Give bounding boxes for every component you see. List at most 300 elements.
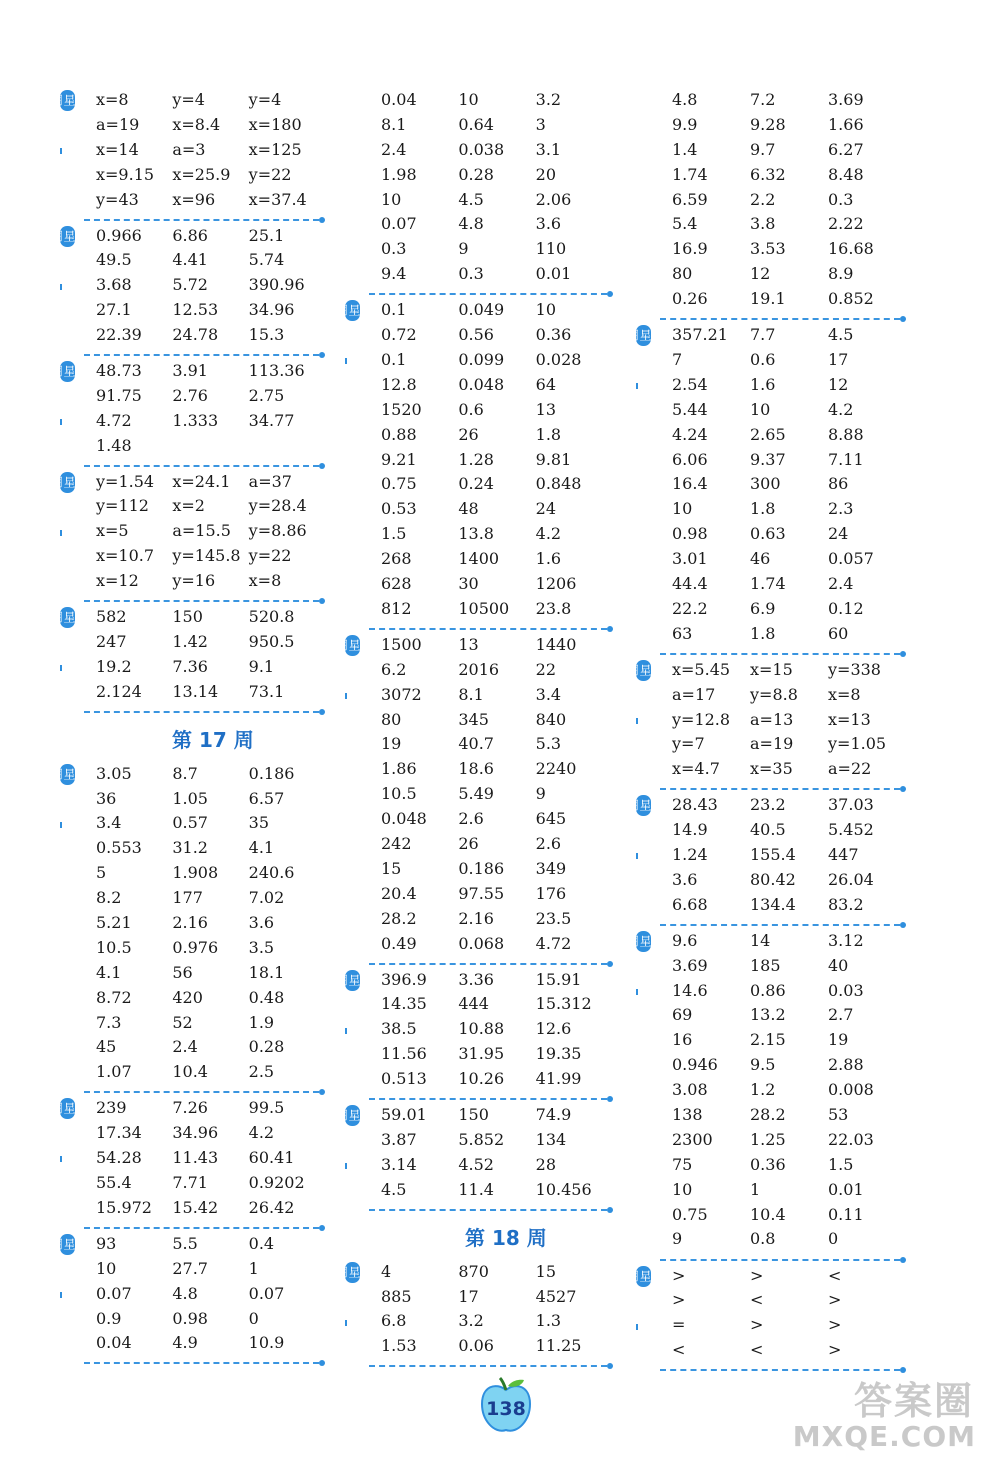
answer-row [381,882,613,907]
answer-row [96,88,325,113]
answer-cell: > [828,1290,842,1310]
answer-cell: 53 [828,1105,849,1125]
answer-cell: 40 [828,955,849,975]
answer-cell: > [750,1315,764,1335]
answer-cell: 31.2 [172,838,208,858]
answer-cell: 12.8 [381,374,417,394]
answer-cell: 6.32 [750,164,786,184]
answer-cell: 6.8 [381,1311,407,1331]
answer-cell: 1.86 [381,759,417,779]
answer-cell: 9 [535,784,546,804]
dashed-divider [369,1365,607,1367]
answer-cell: 19 [381,734,402,754]
answer-row [96,936,325,961]
answer-row [381,1260,613,1285]
answer-row [672,423,906,448]
answer-cell: 1520 [381,399,422,419]
answer-cell: 0.03 [828,980,864,1000]
answer-cell: 0.1 [381,349,407,369]
answer-row [672,88,906,113]
answer-cell: 1.74 [750,574,786,593]
answer-row [672,1003,906,1028]
answer-row [381,572,613,597]
answer-row [96,1035,325,1060]
day-label: 星期三 [60,1234,75,1255]
answer-row [381,633,613,658]
answer-cell: 7.2 [750,90,776,109]
answer-cell: y=7 [672,734,705,754]
answer-cell: 1.908 [172,863,219,883]
answer-cell: 349 [535,858,567,878]
answer-cell: 2.4 [381,139,407,159]
answer-cell: 0.04 [96,1333,132,1353]
answer-row [381,497,613,522]
answer-cell: 0.36 [535,325,572,345]
answer-row [672,929,906,954]
answer-cell: 45 [96,1037,117,1057]
answer-cell: 0.946 [672,1055,718,1075]
answer-cell: 0 [828,1229,839,1249]
answer-cell: 4.8 [458,214,484,234]
answer-cell: y=4 [248,90,282,109]
answer-row [381,1285,613,1310]
answer-cell: 14.9 [672,820,708,840]
answer-cell: 13 [535,399,557,419]
answer-cell: 6.68 [672,894,708,914]
answer-cell: 18.6 [458,759,494,779]
answer-cell: 5.44 [672,399,708,419]
answer-cell: 0.26 [672,289,708,309]
answer-cell: y=22 [248,546,292,566]
answer-cell: 185 [750,955,781,975]
answer-row [381,373,613,398]
answer-cell: 22 [535,659,557,679]
answer-row [672,262,906,287]
dashed-divider [660,924,900,926]
answer-cell: 1.42 [172,631,208,651]
answer-cell: 13.2 [750,1005,786,1025]
answer-row [672,1128,906,1153]
answer-cell: 0.976 [172,937,219,957]
page-number: 138 [486,1398,526,1420]
answer-cell: 4.2 [248,1123,275,1143]
answer-row [381,757,613,782]
answer-row [96,113,325,138]
answer-row [672,1078,906,1103]
answer-cell: 8.7 [172,763,198,783]
answer-cell: 27.1 [96,300,132,320]
answer-cell: y=145.8 [172,546,241,566]
answer-cell: 11.43 [172,1148,219,1168]
answer-cell: 420 [172,987,203,1007]
answer-cell: 24 [828,524,849,544]
answer-cell: 0.06 [458,1336,494,1356]
answer-cell: 83.2 [828,894,864,914]
answer-row [381,212,613,237]
answer-row [381,1178,613,1203]
day-label: 星期四 [60,226,75,247]
dashed-divider [84,711,319,713]
answer-cell: 1.66 [828,114,864,134]
answer-cell [172,434,248,459]
answer-cell: 28.2 [381,908,417,928]
answer-cell: x=25.9 [172,164,231,184]
answer-row [672,597,906,622]
answer-cell: 3.69 [828,90,864,109]
answer-cell: x=8 [828,684,861,704]
answer-row [96,323,325,348]
answer-cell: 1.25 [750,1129,786,1149]
answer-row [672,398,906,423]
answer-cell: 26.42 [248,1197,295,1217]
answer-cell: y=8.8 [750,684,798,704]
answer-cell: 0.75 [672,1204,708,1224]
answer-cell: 16 [672,1030,693,1050]
answer-cell: 10.9 [248,1333,285,1353]
answer-cell: 0.86 [750,980,786,1000]
answer-row [381,298,613,323]
answer-cell: 1.2 [750,1080,776,1100]
answer-row [96,409,325,434]
answer-row [672,1153,906,1178]
answer-cell: 3.1 [535,139,562,159]
answer-cell: 0.53 [381,499,417,519]
answer-row [381,88,613,113]
answer-cell: 10.5 [96,937,132,957]
answer-row [96,470,325,495]
answer-cell: 4.9 [172,1333,198,1353]
answer-cell: 2.5 [248,1062,275,1082]
answer-cell: 10.88 [458,1019,505,1039]
answer-cell: 59.01 [381,1105,427,1125]
answer-cell: 0.63 [750,524,786,544]
answer-row [672,818,906,843]
answer-cell: 0.8 [750,1229,776,1249]
answer-cell: 2.6 [535,834,562,854]
answer-row [672,497,906,522]
answer-row [96,961,325,986]
answer-cell: 3.05 [96,763,132,783]
answer-cell: 1.24 [672,845,708,865]
answer-cell: 0.07 [96,1283,132,1303]
answer-row [381,237,613,262]
answer-cell: 7.26 [172,1098,208,1118]
answer-cell: 0.98 [672,524,708,544]
answer-cell: 26 [458,424,479,444]
answer-cell: 240.6 [248,863,295,883]
answer-cell: 0.008 [828,1080,874,1100]
day-label: 星期五 [636,931,651,952]
answer-cell: 345 [458,709,489,729]
answer-cell: 1 [750,1179,761,1199]
answer-cell: 5.74 [248,250,285,270]
answer-cell: 12.6 [535,1019,572,1039]
answer-cell: 1.74 [672,164,708,184]
answer-cell: 4.72 [96,410,132,430]
answer-row [381,1067,613,1092]
answer-row [672,1313,906,1338]
answer-cell: 34.77 [248,410,295,430]
answer-cell: 2.22 [828,214,864,234]
answer-cell: x=5.45 [672,659,731,679]
answer-cell: 177 [172,888,203,908]
answer-cell: 2.2 [750,189,776,209]
answer-row [96,434,325,459]
answer-cell: 6.06 [672,449,708,469]
answer-cell: 1440 [535,634,577,654]
answer-cell: 1.8 [535,424,562,444]
answer-cell: 1 [248,1258,259,1278]
answer-row [96,680,325,705]
answer-cell: 20.4 [381,883,417,903]
answer-cell: 3 [535,114,546,134]
answer-row [381,1128,613,1153]
answer-cell: 10 [381,189,402,209]
answer-cell: 0.028 [535,349,582,369]
answer-row [672,893,906,918]
answer-cell: y=8.86 [248,521,307,541]
answer-cell: 4 [381,1261,392,1281]
answer-cell: 27.7 [172,1258,208,1278]
answer-cell: 0.513 [381,1069,427,1089]
answer-cell: 19.1 [750,289,786,309]
answer-cell: 44.4 [672,574,708,593]
day-label: 星期一 [345,1262,360,1283]
answer-cell: 6.57 [248,788,285,808]
answer-cell: 0.099 [458,349,505,369]
answer-row [672,1028,906,1053]
watermark-line1: 答案圈 [853,1379,974,1423]
answer-cell: 134.4 [750,894,796,914]
day-label: 星期五 [345,635,360,656]
answer-cell: 4.52 [458,1154,494,1174]
answer-row [96,886,325,911]
answer-row [96,630,325,655]
answer-cell: 4.5 [828,325,854,345]
answer-cell: 17.34 [96,1123,142,1143]
answer-cell: 0.72 [381,325,417,345]
answer-row [672,868,906,893]
answer-cell: 38.5 [381,1019,417,1039]
answer-row [672,287,906,312]
answer-row [381,932,613,957]
answer-row [96,861,325,886]
answer-cell: 7.36 [172,656,208,676]
answer-cell: y=4 [172,90,205,109]
answer-cell: 15.312 [535,994,592,1014]
dashed-divider [660,653,900,655]
dashed-divider [84,354,319,356]
answer-cell: a=3 [172,139,206,159]
answer-cell: 99.5 [248,1098,285,1118]
answer-cell: 0 [248,1308,259,1328]
answer-cell: 0.98 [172,1308,208,1328]
answer-cell: 7.7 [750,325,776,345]
answer-row [672,1227,906,1252]
answer-row [96,811,325,836]
answer-row [96,494,325,519]
answer-cell: 6.27 [828,139,864,159]
answer-cell: 7.11 [828,449,864,469]
answer-cell: 2.4 [172,1037,198,1057]
answer-cell: 1.98 [381,164,417,184]
answer-cell: 1.8 [750,499,776,519]
answer-row [381,857,613,882]
answer-row [381,968,613,993]
answer-cell: 247 [96,631,127,651]
answer-cell: 0.1 [381,300,407,320]
answer-cell: > [828,1315,842,1335]
answer-row [381,708,613,733]
answer-row [381,448,613,473]
answer-cell: 9.81 [535,449,572,469]
answer-cell: 23.2 [750,795,786,815]
answer-cell: 26.04 [828,869,874,889]
answer-cell: 4527 [535,1286,577,1306]
dashed-divider [369,1098,607,1100]
answer-cell: 60.41 [248,1148,295,1168]
answer-cell: 2.7 [828,1005,854,1025]
answer-row [672,658,906,683]
answer-cell: a=15.5 [172,521,231,541]
answer-row [672,212,906,237]
answer-cell: 0.56 [458,325,494,345]
answer-cell: 10.4 [750,1204,786,1224]
answer-row [381,348,613,373]
answer-cell: > [672,1265,686,1285]
answer-cell: 3.14 [381,1154,417,1174]
day-label: 星期三 [636,660,651,681]
answer-cell: 7.3 [96,1012,122,1032]
answer-cell: 7 [672,349,683,369]
answer-cell: 1.333 [172,410,219,430]
answer-cell: 6.86 [172,225,208,245]
answer-cell: 9.6 [672,930,698,950]
answer-row [381,472,613,497]
day-label: 星期二 [60,1098,75,1119]
answer-row [381,992,613,1017]
answer-cell: 86 [828,474,849,494]
answer-row [381,1153,613,1178]
answer-cell: 5.5 [172,1233,198,1253]
answer-cell: 3.36 [458,969,494,989]
answer-row [96,1232,325,1257]
answer-cell [249,434,325,459]
answer-cell: 1.3 [535,1311,562,1331]
answer-row [672,757,906,782]
answer-cell: 0.048 [458,374,505,394]
answer-cell: 52 [172,1012,193,1032]
answer-cell: 5.4 [672,214,698,234]
answer-cell: 13 [458,634,479,654]
answer-cell: 4.1 [96,962,122,982]
answer-row [672,954,906,979]
answer-cell: 0.049 [458,300,505,320]
answer-cell: 24 [535,499,557,519]
answer-cell: 0.9202 [248,1173,305,1193]
answer-cell: a=22 [828,759,872,779]
answer-row [96,1196,325,1221]
answer-cell: 0.6 [458,399,484,419]
answer-cell: 28 [535,1154,557,1174]
answer-cell: 0.3 [458,264,484,284]
answer-cell: 0.07 [381,214,417,234]
answer-row [381,597,613,622]
answer-cell: 35 [248,813,270,833]
answer-cell: 49.5 [96,250,132,270]
answer-cell: 91.75 [96,385,142,405]
answer-cell: 1206 [535,573,577,593]
answer-cell: 0.186 [458,858,505,878]
answer-cell: 520.8 [248,607,295,627]
watermark [792,1370,982,1460]
answer-cell: 0.64 [458,114,494,134]
answer-cell: 15 [381,858,402,878]
answer-cell: 40.7 [458,734,494,754]
answer-cell: 14.35 [381,994,427,1014]
answer-cell: 15.42 [172,1197,219,1217]
answer-cell: 55.4 [96,1173,132,1193]
answer-cell: 0.88 [381,424,417,444]
answer-cell: 2.88 [828,1055,864,1075]
dashed-divider [84,1227,319,1229]
answer-cell: 4.24 [672,424,708,444]
answer-row [381,832,613,857]
answer-cell: 1.5 [828,1154,854,1174]
answer-cell: a=13 [750,709,794,729]
answer-cell: 840 [535,709,567,729]
answer-cell: 93 [96,1233,117,1253]
answer-cell: 37.03 [828,795,874,815]
answer-cell: 0.852 [828,289,874,309]
answer-cell: 4.2 [535,524,562,544]
answer-row [672,348,906,373]
answer-cell: 4.41 [172,250,208,270]
answer-cell: 16.68 [828,239,874,259]
answer-cell: 1.6 [535,549,562,569]
dashed-divider [84,219,319,221]
answer-cell: 2300 [672,1129,713,1149]
answer-cell: 8.9 [828,264,854,284]
answer-row [672,1264,906,1289]
answer-row [672,323,906,348]
answer-cell: 13.14 [172,681,219,701]
answer-cell: 0.04 [381,90,417,109]
answer-cell: 4.8 [672,90,698,109]
answer-cell: 23.8 [535,598,572,618]
answer-cell: x=10.7 [96,546,155,566]
answer-cell: 4.2 [828,399,854,419]
answer-cell: 0.01 [535,264,572,284]
answer-row [381,398,613,423]
answer-cell: 300 [750,474,781,494]
answer-cell: 0.3 [381,239,407,259]
answer-cell: 2.06 [535,189,572,209]
answer-row [96,359,325,384]
answer-cell: 5.49 [458,784,494,804]
answer-row [96,787,325,812]
answer-cell: 14.6 [672,980,708,1000]
answer-cell: 15.3 [248,325,285,345]
answer-row [96,986,325,1011]
answer-cell: y=1.54 [96,471,155,491]
answer-row [672,793,906,818]
answer-cell: 22.2 [672,598,708,618]
answer-row [96,163,325,188]
answer-cell: 23.5 [535,908,572,928]
answer-cell: 75 [672,1154,693,1174]
answer-row [96,1060,325,1085]
